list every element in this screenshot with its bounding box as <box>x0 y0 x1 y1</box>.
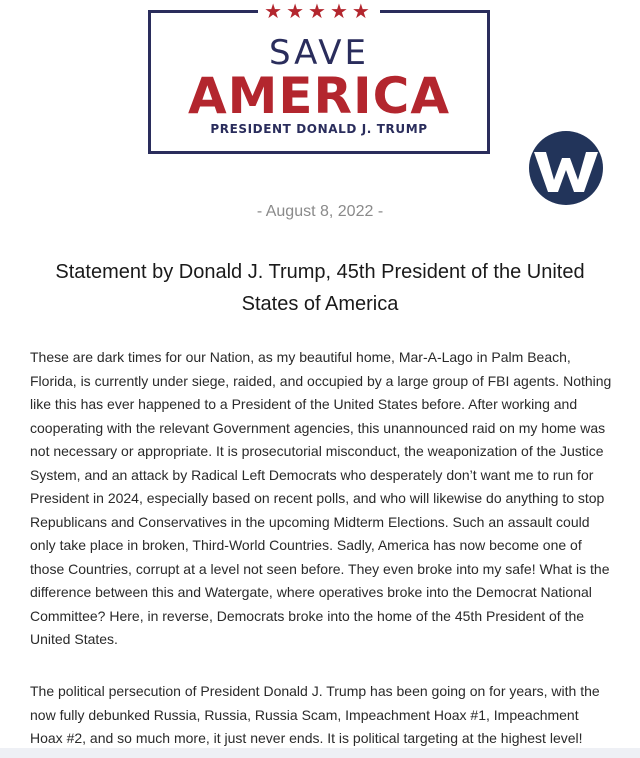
logo-america-text: AMERICA <box>187 67 451 125</box>
stars-text: ★★★★★ <box>258 0 380 23</box>
statement-paragraph-1: These are dark times for our Nation, as my beautiful home, Mar-A-Lago in Palm Beach, Florida, is currently under siege, raided, and occupied by a large group of FBI agents. Nothing like this has ever happened to a President of the United States before. After working and cooperating with the relevant Government agencies, this unannounced raid on my home was not necessary or appropriate. It is prosecutorial misconduct, the weaponization of the Justice System, and an attack by Radical Left Democrats who desperately don’t want me to run for President in 2024, especially based on recent polls, and who will likewise do anything to stop Republicans and Conservatives in the upcoming Midterm Elections. Such an assault could only take place in broken, Third-World Countries. Sadly, America has now become one of those Countries, corrupt at a level not seen before. They even broke into my safe! What is the difference between this and Watergate, where operatives broke into the Democrat National Committee? Here, in reverse, Democrats broke into the home of the 45th President of the United States. <box>30 349 612 647</box>
statement-paragraph-2: The political persecution of President Donald J. Trump has been going on for years, with the now fully debunked Russia, Russia, Russia Scam, Impeachment Hoax #1, Impeachment Hoax #2, and so much more, it just never ends. It is political targeting at the highest level! <box>30 683 600 746</box>
save-america-logo <box>148 0 490 154</box>
bottom-fade-strip <box>0 748 640 758</box>
logo-president-text: PRESIDENT DONALD J. TRUMP <box>210 122 428 136</box>
statement-title: Statement by Donald J. Trump, 45th President of the United States of America <box>55 261 585 315</box>
w-logo-icon <box>528 130 604 206</box>
statement-date: - August 8, 2022 - <box>256 203 384 220</box>
stars-row <box>151 0 487 22</box>
logo-save-text: SAVE <box>268 33 370 73</box>
